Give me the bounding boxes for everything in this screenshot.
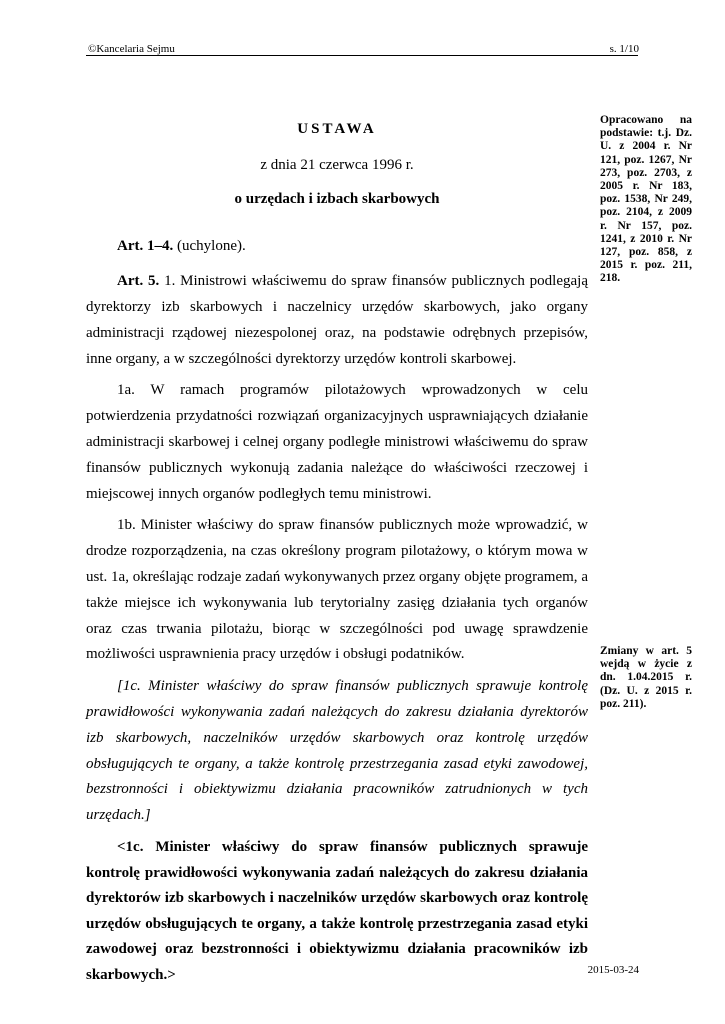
margin-note-amendment: Zmiany w art. 5 wejdą w życie z dn. 1.04.2015 r. (Dz. U. z 2015 r. poz. 211). [600, 645, 692, 710]
document-body [86, 117, 588, 988]
article-5-paragraph-1a: 1a. W ramach programów pilotażowych wprowadzonych w celu potwierdzenia przydatności rozwiązań organizacyjnych usprawniających działanie administracji skarbowej i celnej organy podległe ministrowi właściwemu do spraw finansów publicznych wykonują zadania należące do właściwości rzeczowej i miejscowej innych organów podległych temu ministrowi. [86, 382, 588, 502]
page-number: s. 1/10 [609, 43, 639, 55]
footer-date: 2015-03-24 [587, 964, 639, 976]
article-5-paragraph-1c-new: <1c. Minister właściwy do spraw finansów publicznych sprawuje kontrolę prawidłowości wykonywania zadań należących do zakresu działania dyrektorów izb skarbowych i naczelników urzędów skarbowych oraz kontrolę urzędów obsługujących te organy, a także kontrolę przestrzegania zasad etyki zawodowej oraz bezstronności i obiektywizmu działania pracowników izb skarbowych.> [86, 838, 588, 983]
article-1-4-text: (uchylone). [173, 238, 246, 255]
act-title: USTAWA [297, 121, 377, 137]
margin-note-source: Opracowano na podstawie: t.j. Dz. U. z 2004 r. Nr 121, poz. 1267, Nr 273, poz. 2703, z 2005 r. Nr 183, poz. 1538, Nr 249, poz. 2104, z 2009 r. Nr 157, poz. 1241, z 2010 r. Nr 127, poz. 858, z 2015 r. poz. 211, 218. [600, 114, 692, 285]
article-5-paragraph-1c-old: [1c. Minister właściwy do spraw finansów publicznych sprawuje kontrolę prawidłowości wykonywania zadań należących do zakresu działania dyrektorów izb skarbowych, naczelników urzędów skarbowych oraz kontrolę urzędów obsługujących te organy, a także kontrolę przestrzegania zasad etyki zawodowej, bezstronności i obiektywizmu działania pracowników zatrudnionych w tych urzędach.] [86, 678, 588, 824]
article-5-p1-text: 1. Ministrowi właściwemu do spraw finansów publicznych podlegają dyrektorzy izb skarbowych i naczelnicy urzędów skarbowych, jako organy administracji rządowej niezespolonej oraz, na podstawie odrębnych przepisów, inne organy, a w szczególności dyrektorzy urzędów kontroli skarbowej. [86, 273, 588, 367]
article-5-paragraph-1b: 1b. Minister właściwy do spraw finansów publicznych może wprowadzić, w drodze rozporządzenia, na czas określony program pilotażowy, o którym mowa w ust. 1a, określając rodzaje zadań wykonywanych przez organy objęte programem, a także miejsce ich wykonywania lub terytorialny zasięg działania tych organów oraz czas trwania pilotażu, biorąc w szczególności pod uwagę sprawdzenie możliwości usprawnienia pracy urzędów i obsługi podatników. [86, 517, 588, 663]
article-5-paragraph-1 [86, 269, 588, 372]
act-subject: o urzędach i izbach skarbowych [234, 190, 440, 207]
act-date: z dnia 21 czerwca 1996 r. [260, 156, 414, 173]
header-publisher: ©Kancelaria Sejmu [88, 43, 175, 55]
article-5-label: Art. 5. [117, 273, 160, 290]
article-1-4-label: Art. 1–4. [117, 238, 174, 255]
article-1-4 [86, 234, 588, 260]
header-divider [86, 55, 638, 56]
